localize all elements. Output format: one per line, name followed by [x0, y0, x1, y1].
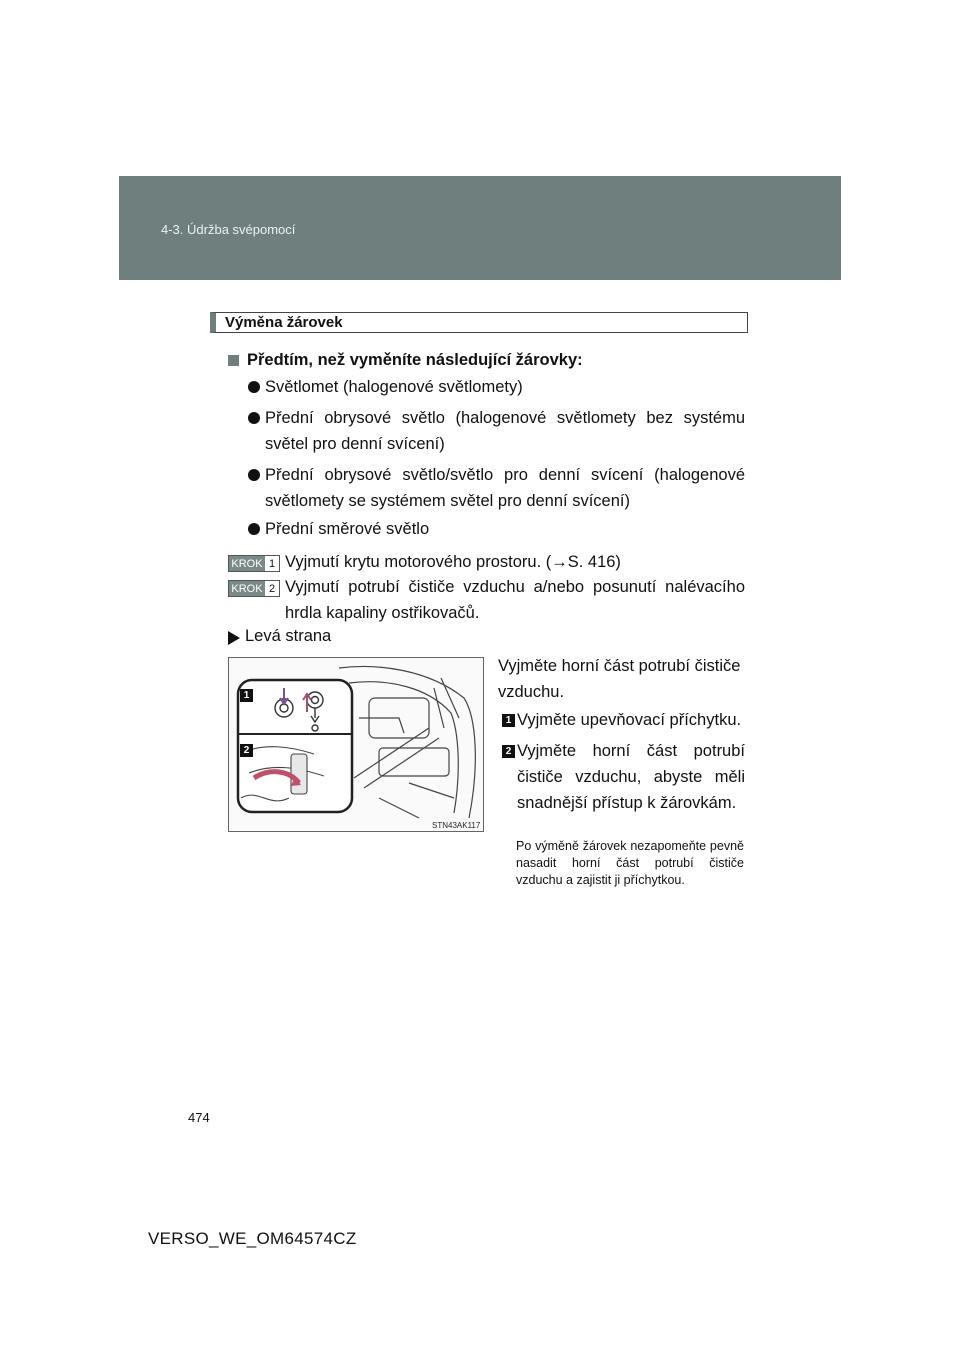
bullet-item: Přední směrové světlo: [265, 520, 430, 538]
page-number: 474: [188, 1110, 210, 1125]
numbered-item: Vyjměte upevňovací příchytku.: [517, 711, 742, 729]
numbered-badge: 1: [502, 714, 515, 727]
section-title: Výměna žárovek: [210, 312, 748, 333]
figure-code: STN43AK117: [432, 821, 481, 830]
bullet-dot-icon: [248, 469, 260, 481]
engine-bay-drawing: [229, 658, 484, 832]
step-badge-number: 1: [265, 556, 279, 571]
header-band: [119, 176, 841, 280]
step-badge: [228, 580, 280, 597]
bullet-item: Přední obrysové světlo/světlo pro denní svícení (halogenové světlomety se systémem světel pro denní svícení): [265, 466, 745, 510]
bullet-item: Přední obrysové světlo (halogenové světlomety bez systému světel pro denní svícení): [265, 409, 745, 453]
callout-badge: 2: [240, 744, 253, 757]
step-text: Vyjmutí krytu motorového prostoru. (→S. 416): [285, 553, 621, 571]
side-label: Levá strana: [245, 627, 332, 645]
instruction-text: Vyjměte horní část potrubí čističe vzduchu.: [498, 657, 741, 701]
engine-bay-illustration: [228, 657, 484, 832]
step-text: Vyjmutí potrubí čističe vzduchu a/nebo posunutí nalévacího hrdla kapaliny ostřikovačů.: [285, 578, 745, 622]
square-bullet-icon: [228, 355, 239, 366]
section-breadcrumb: 4-3. Údržba svépomocí: [161, 222, 296, 237]
note-text: Po výměně žárovek nezapomeňte pevně nasadit horní část potrubí čističe vzduchu a zajistit ji příchytkou.: [516, 839, 744, 887]
callout-badge: 1: [240, 689, 253, 702]
triangle-pointer-icon: [228, 631, 240, 645]
step-badge-number: 2: [265, 581, 279, 596]
step-badge-label: KROK: [229, 581, 265, 596]
numbered-badge: 2: [502, 745, 515, 758]
bullet-dot-icon: [248, 523, 260, 535]
intro-text: Předtím, než vyměníte následující žárovky:: [247, 351, 583, 369]
bullet-dot-icon: [248, 381, 260, 393]
document-code: VERSO_WE_OM64574CZ: [148, 1229, 357, 1248]
step-badge: [228, 555, 280, 572]
step-badge-label: KROK: [229, 556, 265, 571]
bullet-item: Světlomet (halogenové světlomety): [265, 378, 523, 396]
bullet-dot-icon: [248, 412, 260, 424]
numbered-item: Vyjměte horní část potrubí čističe vzduchu, abyste měli snadnější přístup k žárovkám.: [517, 742, 745, 812]
